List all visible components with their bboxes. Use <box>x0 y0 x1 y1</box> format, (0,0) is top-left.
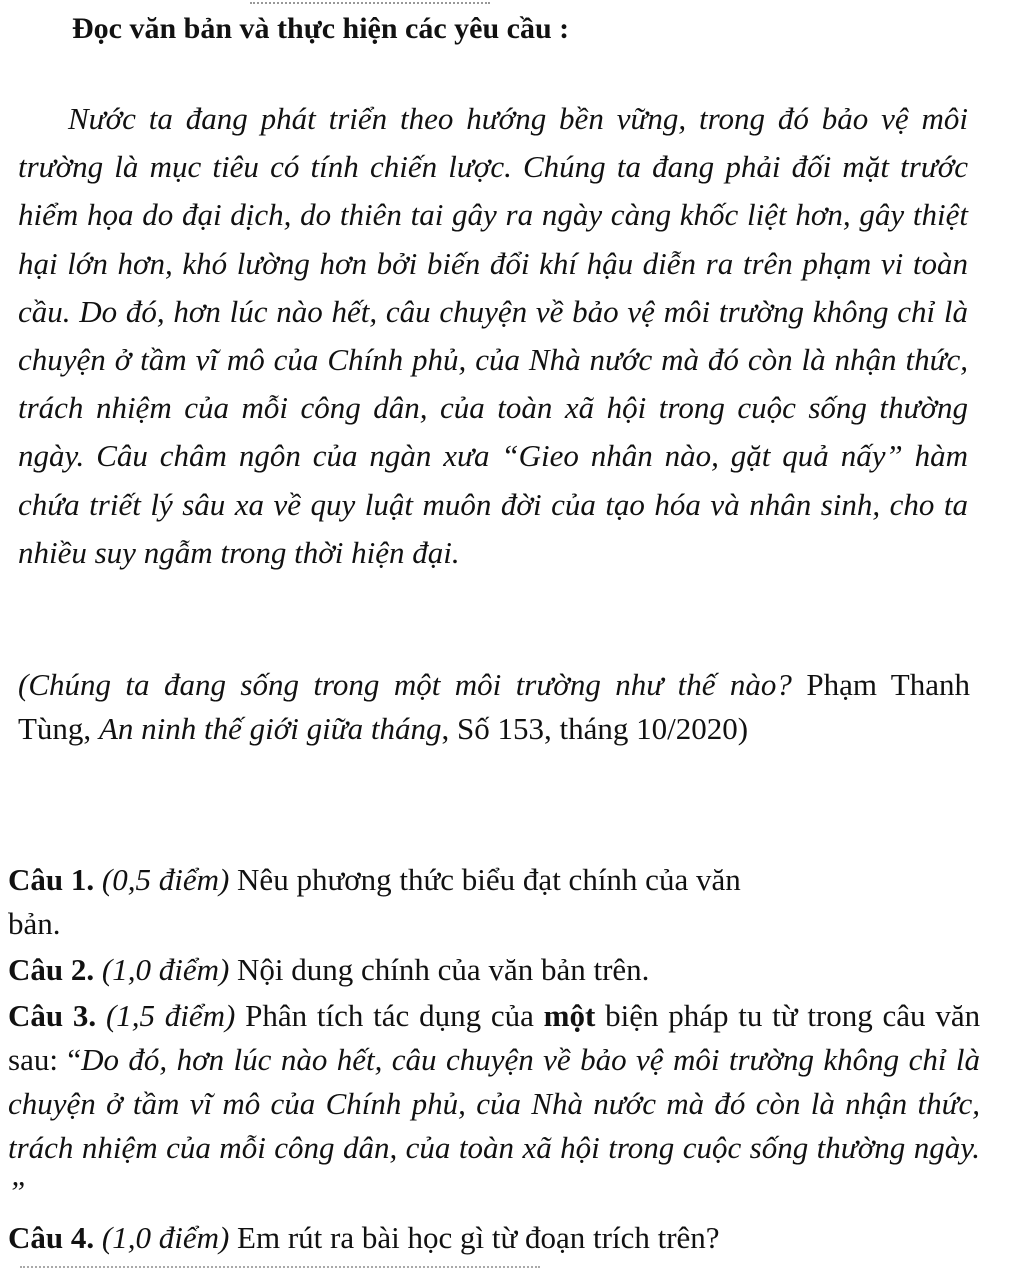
instruction-heading: Đọc văn bản và thực hiện các yêu cầu : <box>72 12 570 45</box>
source-publication: An ninh thế giới giữa tháng <box>98 711 442 746</box>
source-citation <box>18 663 970 751</box>
question-3-emphasis: một <box>543 998 596 1033</box>
question-3-text-before: Phân tích tác dụng của <box>245 998 534 1033</box>
question-1-points: (0,5 điểm) <box>101 862 230 897</box>
question-list <box>8 858 980 1262</box>
question-1-text: Nêu phương thức biểu đạt chính của văn <box>237 862 741 897</box>
question-3-label: Câu 3. <box>8 998 97 1033</box>
question-4-label: Câu 4. <box>8 1220 95 1255</box>
source-author: Phạm Thanh Tùng, <box>18 667 971 746</box>
question-1-text-continued: bản. <box>8 906 61 941</box>
source-article-title: (Chúng ta đang sống trong một môi trường như thế nào? <box>18 667 792 702</box>
question-4 <box>8 1216 980 1260</box>
question-2-label: Câu 2. <box>8 952 95 987</box>
question-2-text: Nội dung chính của văn bản trên. <box>237 952 650 987</box>
question-4-points: (1,0 điểm) <box>101 1220 230 1255</box>
question-3-points: (1,5 điểm) <box>105 998 236 1033</box>
question-3-text-after: biện pháp tu từ trong câu văn sau: “ <box>8 998 981 1077</box>
cropped-text-remnant-top <box>250 0 490 4</box>
question-4-text: Em rút ra bài học gì từ đoạn trích trên? <box>237 1220 720 1255</box>
question-1 <box>8 858 980 946</box>
question-2 <box>8 948 980 992</box>
question-1-label: Câu 1. <box>8 862 95 897</box>
source-issue: , Số 153, tháng 10/2020) <box>441 711 749 746</box>
reading-passage: Nước ta đang phát triển theo hướng bền vững, trong đó bảo vệ môi trường là mục tiêu có tính chiến lược. Chúng ta đang phải đối mặt trước hiểm họa do đại dịch, do thiên tai gây ra ngày càng khốc liệt hơn, gây thiệt hại lớn hơn, khó lường hơn bởi biến đổi khí hậu diễn ra trên phạm vi toàn cầu. Do đó, hơn lúc nào hết, câu chuyện về bảo vệ môi trường không chỉ là chuyện ở tầm vĩ mô của Chính phủ, của Nhà nước mà đó còn là nhận thức, trách nhiệm của mỗi công dân, của toàn xã hội trong cuộc sống thường ngày. Câu châm ngôn của ngàn xưa “Gieo nhân nào, gặt quả nấy” hàm chứa triết lý sâu xa về quy luật muôn đời của tạo hóa và nhân sinh, cho ta nhiều suy ngẫm trong thời hiện đại. <box>18 101 968 570</box>
question-2-points: (1,0 điểm) <box>101 952 230 987</box>
question-3 <box>8 994 980 1214</box>
question-3-quoted-sentence: Do đó, hơn lúc nào hết, câu chuyện về bảo vệ môi trường không chỉ là chuyện ở tầm vĩ mô của Chính phủ, của Nhà nước mà đó còn là nhận thức, trách nhiệm của mỗi công dân, của toàn xã hội trong cuộc sống thường ngày. ” <box>8 1042 981 1209</box>
